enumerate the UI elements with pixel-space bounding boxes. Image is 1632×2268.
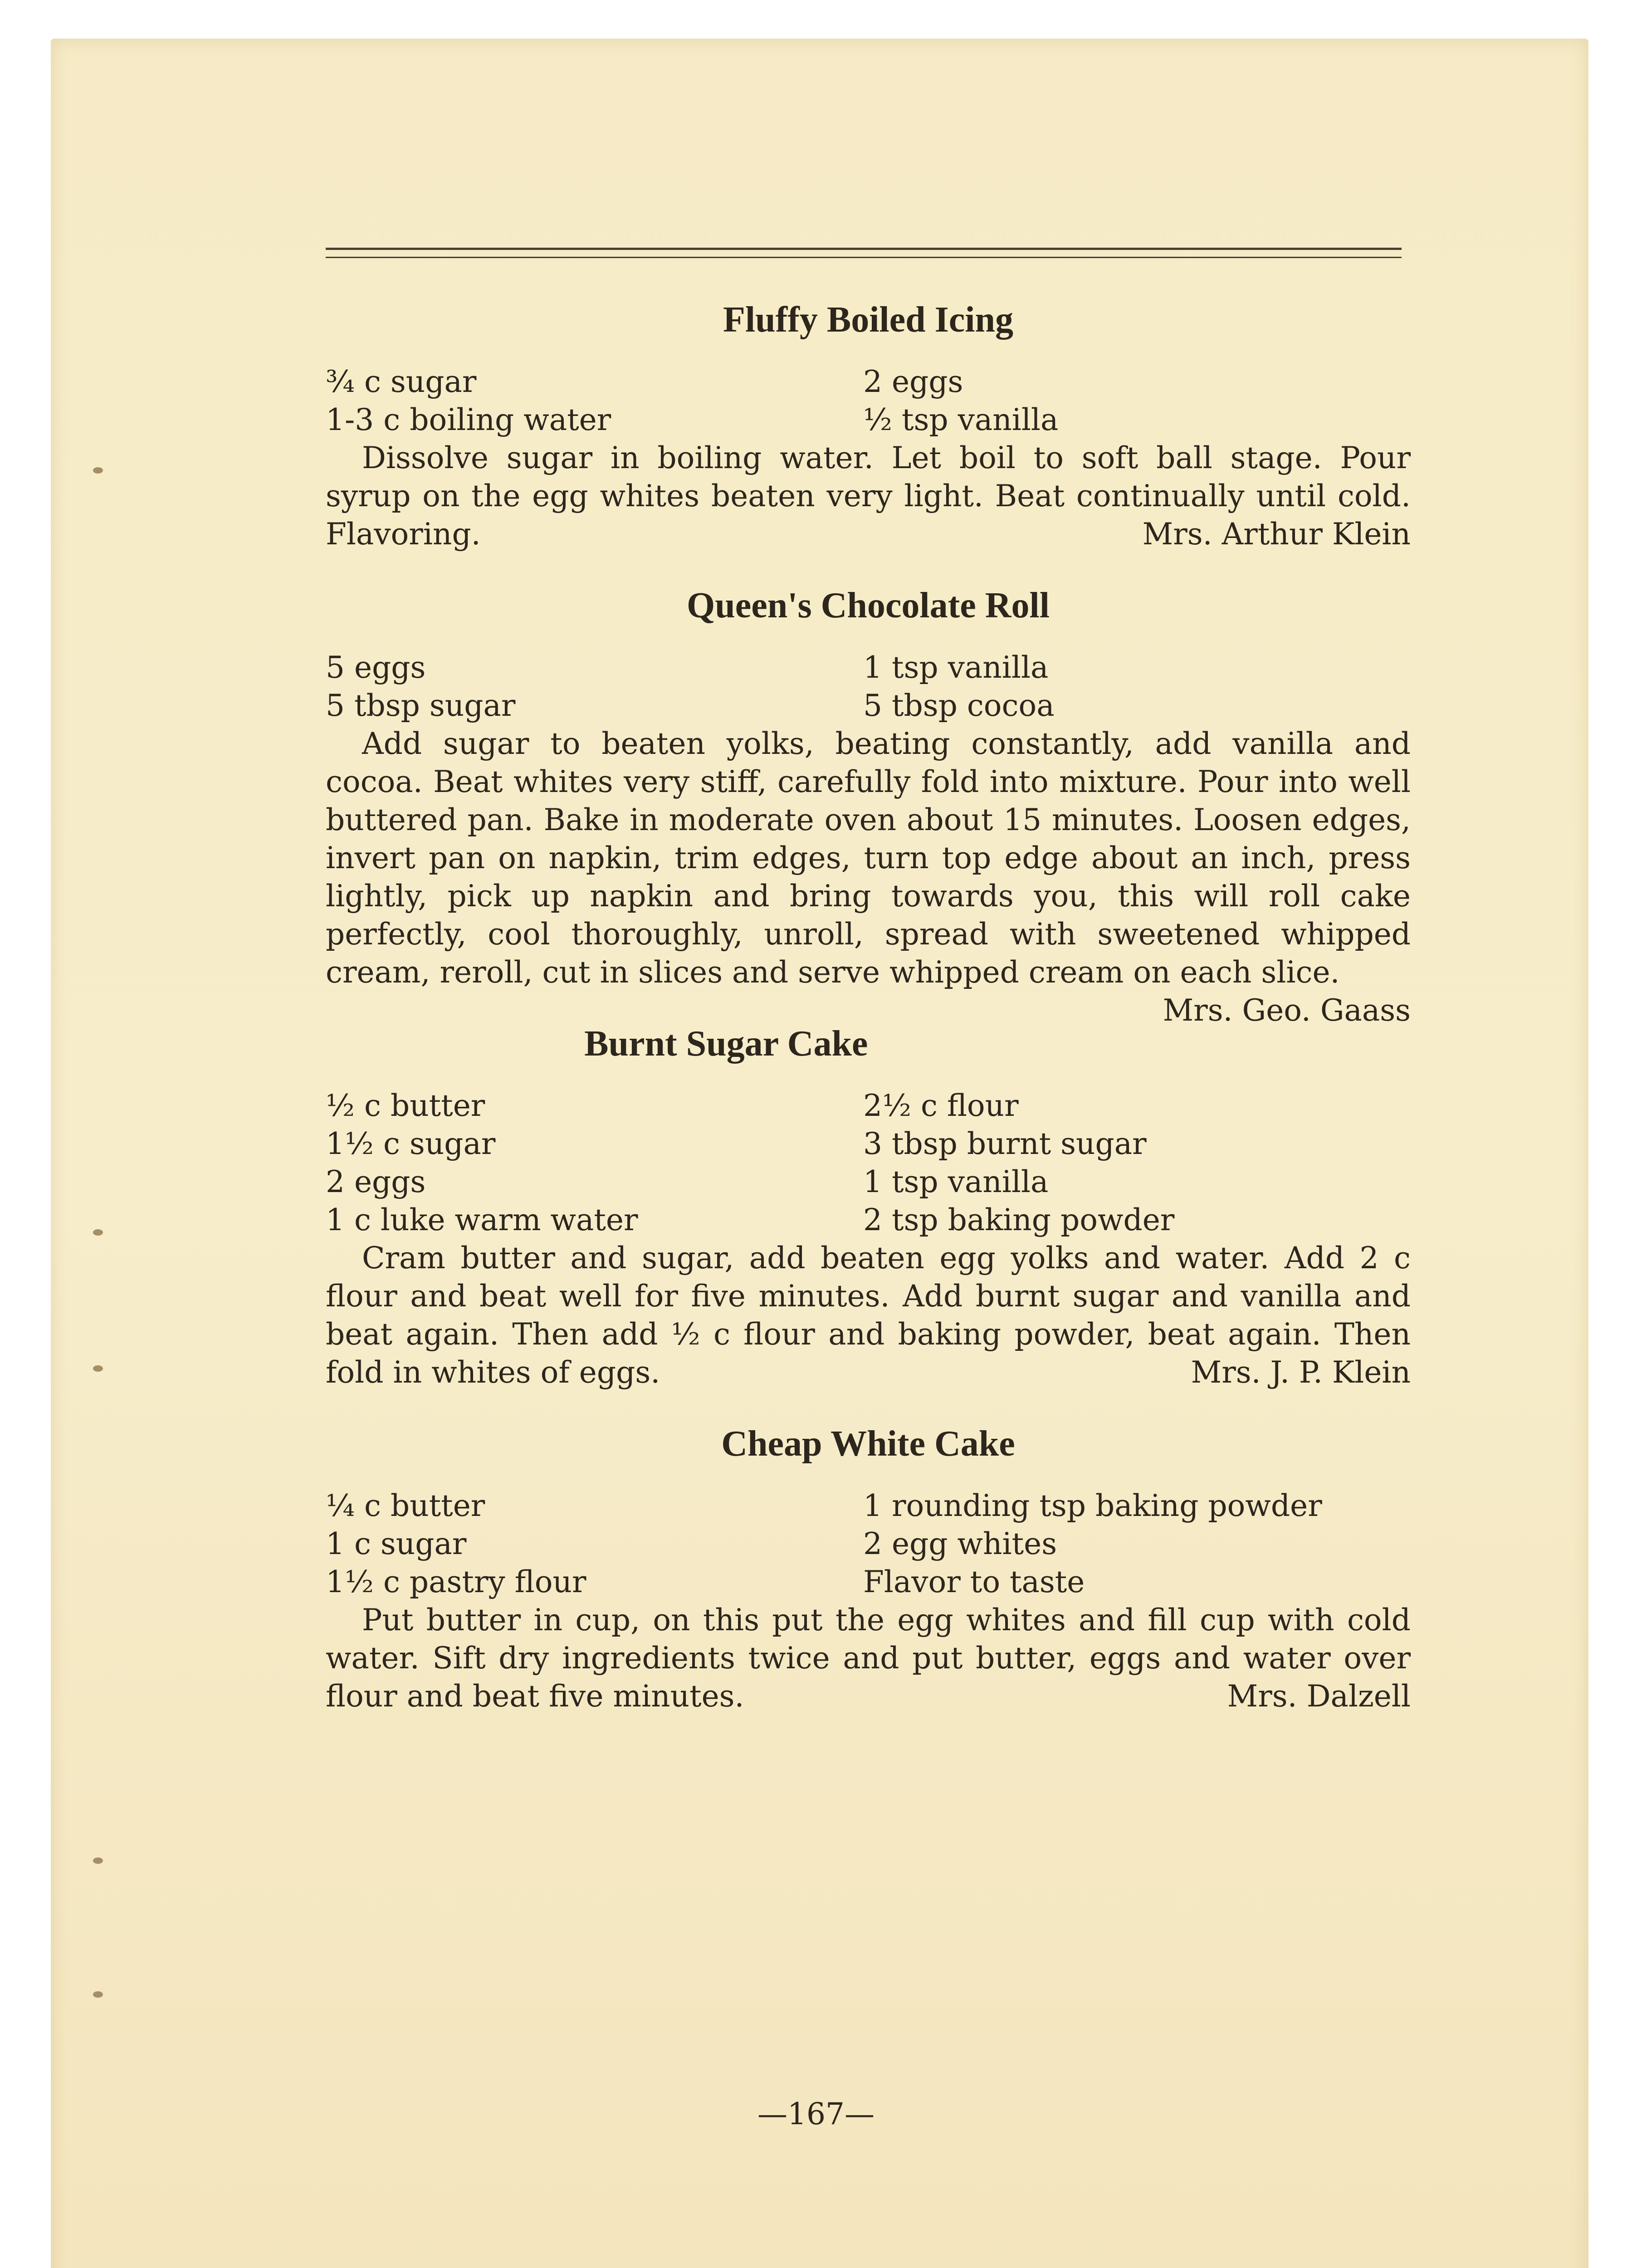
binding-hole-mark: [93, 1991, 103, 1998]
ingredient-list: [326, 1087, 1411, 1239]
recipe-queens-chocolate-roll: [326, 581, 1411, 1028]
header-rule: [326, 248, 1402, 250]
ingredient: 2 tsp baking powder: [863, 1202, 1175, 1237]
ingredient-list: [326, 1487, 1411, 1601]
recipe-cheap-white-cake: [326, 1419, 1411, 1716]
recipe-title: Fluffy Boiled Icing: [723, 300, 1014, 340]
ingredient-column-right: [863, 363, 1411, 439]
ingredient: 2 eggs: [326, 1164, 426, 1199]
ingredient-column-right: [863, 1087, 1411, 1239]
ingredient: ¼ c butter: [326, 1488, 485, 1523]
page-number: —167—: [757, 2097, 875, 2131]
ingredient: 1 rounding tsp baking powder: [863, 1488, 1322, 1523]
ingredient-list: [326, 363, 1411, 439]
recipe-author: Mrs. Arthur Klein: [1142, 517, 1411, 552]
ingredient-column-right: [863, 649, 1411, 725]
ingredient: 1 c luke warm water: [326, 1202, 638, 1237]
recipe-title: Cheap White Cake: [721, 1424, 1015, 1464]
header-rule: [326, 257, 1402, 258]
method-text: Put butter in cup, on this put the egg whites and fill cup with cold water. Sift dry ingredients twice and put butter, eggs and water over flour and beat five minutes.: [326, 1603, 1411, 1714]
ingredient-column-left: [326, 363, 863, 439]
ingredient: 5 tbsp cocoa: [863, 688, 1055, 723]
ingredient: 2½ c flour: [863, 1088, 1019, 1123]
ingredient-list: [326, 649, 1411, 725]
ingredient: 2 eggs: [863, 364, 963, 399]
ingredient: ¾ c sugar: [326, 364, 477, 399]
ingredient-column-left: [326, 1487, 863, 1601]
method-text: Cram butter and sugar, add beaten egg yolks and water. Add 2 c flour and beat well for five minutes. Add burnt sugar and vanilla and beat again. Then add ½ c flour and baking powder, beat again. Then fold in whites of eggs.: [326, 1241, 1411, 1390]
recipe-fluffy-boiled-icing: [326, 295, 1411, 553]
recipe-author: Mrs. Geo. Gaass: [1163, 993, 1411, 1028]
ingredient: 1 tsp vanilla: [863, 650, 1049, 685]
recipe-title: Queen's Chocolate Roll: [687, 586, 1050, 626]
ingredient: Flavor to taste: [863, 1564, 1085, 1599]
ingredient: 1-3 c boiling water: [326, 402, 611, 437]
ingredient: 5 tbsp sugar: [326, 688, 516, 723]
method-text: Add sugar to beaten yolks, beating constantly, add vanilla and cocoa. Beat whites very stiff, carefully fold into mixture. Pour into well buttered pan. Bake in moderate oven about 15 minutes. Loosen edges, invert pan on napkin, trim edges, turn top edge about an inch, press lightly, pick up napkin and bring towards you, this will roll cake perfectly, cool thoroughly, unroll, spread with sweetened whipped cream, reroll, cut in slices and serve whipped cream on each slice.: [326, 726, 1411, 990]
recipe-list: [326, 295, 1411, 1743]
recipe-method: [326, 1601, 1411, 1716]
recipe-burnt-sugar-cake: [326, 1019, 1411, 1392]
ingredient: ½ tsp vanilla: [863, 402, 1059, 437]
recipe-method: [326, 725, 1411, 1028]
binding-hole-mark: [93, 1365, 103, 1372]
ingredient: 3 tbsp burnt sugar: [863, 1126, 1147, 1161]
binding-hole-mark: [93, 1229, 103, 1236]
recipe-method: [326, 1239, 1411, 1392]
ingredient-column-left: [326, 649, 863, 725]
ingredient-column-right: [863, 1487, 1411, 1601]
ingredient: 2 egg whites: [863, 1526, 1057, 1561]
ingredient: 5 eggs: [326, 650, 426, 685]
recipe-author: Mrs. J. P. Klein: [1191, 1355, 1411, 1390]
method-text: Dissolve sugar in boiling water. Let boil to soft ball stage. Pour syrup on the egg whites beaten very light. Beat continually until cold. Flavoring.: [326, 440, 1411, 552]
ingredient: 1 c sugar: [326, 1526, 467, 1561]
binding-hole-mark: [93, 1857, 103, 1864]
ingredient: 1 tsp vanilla: [863, 1164, 1049, 1199]
ingredient: 1½ c pastry flour: [326, 1564, 586, 1599]
recipe-title: Burnt Sugar Cake: [584, 1024, 868, 1064]
binding-hole-mark: [93, 467, 103, 474]
recipe-method: [326, 439, 1411, 553]
ingredient-column-left: [326, 1087, 863, 1239]
ingredient: 1½ c sugar: [326, 1126, 496, 1161]
ingredient: ½ c butter: [326, 1088, 485, 1123]
recipe-author: Mrs. Dalzell: [1227, 1679, 1411, 1714]
